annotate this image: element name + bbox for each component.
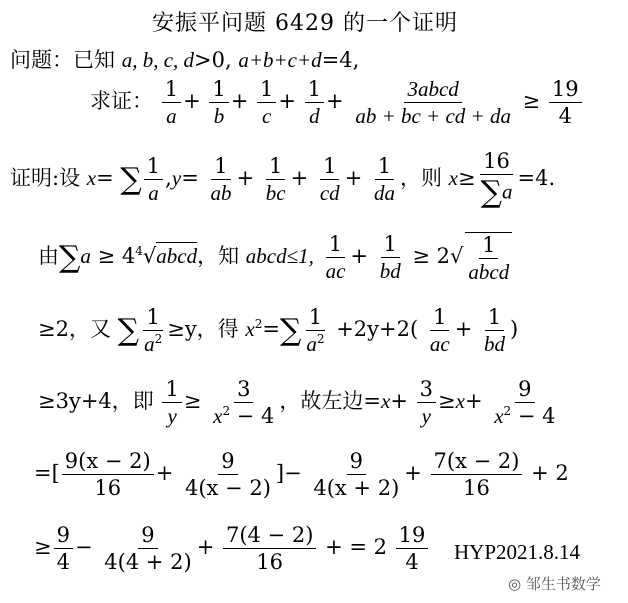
prove-line: 求证： $\frac{1}{a}$ + $\frac{1}{b}$ + $\frac{1}{c}$ + $\frac{1}{d}$ + $\frac{\text{3abcd}}{ab + bc + cd + da}$ ≥ $\frac{19}{4}$	[90, 78, 584, 127]
proof-line-1: 证明:设 x= ∑ $\frac{1}{a}$ ,y= $\frac{1}{ab}$ + $\frac{1}{bc}$ + $\frac{1}{cd}$ + $\frac{1}{da}$ ，则 x≥ $\frac{16}{\sum a}$ =4.	[10, 149, 556, 211]
proof-line-2: 由$\sum a \ge 4^4√abcd$，知 abcd≤1, $\frac{1}{ac}$ + $\frac{1}{bd}$ ≥ 2√ $\frac{1}{\text{abcd}}$	[38, 232, 514, 283]
frac-1-d: $\frac{1}{d}$	[305, 78, 324, 127]
frac-1-a: $\frac{1}{a}$	[162, 78, 181, 127]
result-text: =4.	[517, 165, 556, 190]
problem-label: 问题：	[10, 48, 73, 72]
cond1: >0,	[194, 48, 232, 72]
wechat-icon: ◎	[508, 575, 522, 593]
proof-line-4: ≥3y+4，即 $\frac{1}{y}$ ≥ $\frac{3}{x^2 - 4}$ ，故左边=x+ $\frac{3}{y}$ ≥x+ $\frac{9}{x^2 - 4}$	[38, 377, 556, 429]
frac-1-c: $\frac{1}{c}$	[257, 78, 276, 127]
frac-3abcd: $\frac{\text{3abcd}}{ab + bc + cd + da}$	[355, 77, 511, 129]
watermark-text: 邹生书数学	[525, 575, 601, 593]
cond3: =4,	[321, 48, 360, 72]
proof-label: 证明:设	[10, 165, 81, 190]
page-title: 安振平问题 6429 的一个证明	[152, 11, 458, 36]
frac-1-b: $\frac{1}{b}$	[209, 78, 228, 127]
then-text: ，则	[399, 165, 442, 190]
cond2: a+b+c+d	[238, 48, 322, 72]
vars: a, b, c, d	[121, 48, 195, 72]
frac-19-4: $\frac{19}{4}$	[549, 78, 582, 127]
proof-line-6: ≥ $\frac{9}{4}$ − $\frac{9}{4(4 + 2)}$ + $\frac{7(4 - 2)}{16}$ + = 2 $\frac{19}{4}$	[34, 524, 430, 573]
prove-label: 求证：	[90, 89, 153, 114]
signature: HYP2021.8.14	[454, 540, 581, 564]
known-prefix: 已知	[73, 48, 115, 72]
proof-line-5: =[ $\frac{9(x - 2)}{16}$ + $\frac{9}{4(x - 2)}$ ]− $\frac{9}{4(x + 2)}$ + $\frac{7(x - 2)}{16}$ + 2	[34, 449, 569, 501]
proof-line-3: ≥2，又 ∑ $\frac{1}{a^2}$ ≥y，得 $x^2=\sum$ $\frac{1}{a^2}$ +2y+2( $\frac{1}{ac}$ + $\frac{1}{bd}$ )	[38, 305, 519, 357]
problem-line	[10, 44, 359, 74]
watermark	[508, 573, 601, 594]
